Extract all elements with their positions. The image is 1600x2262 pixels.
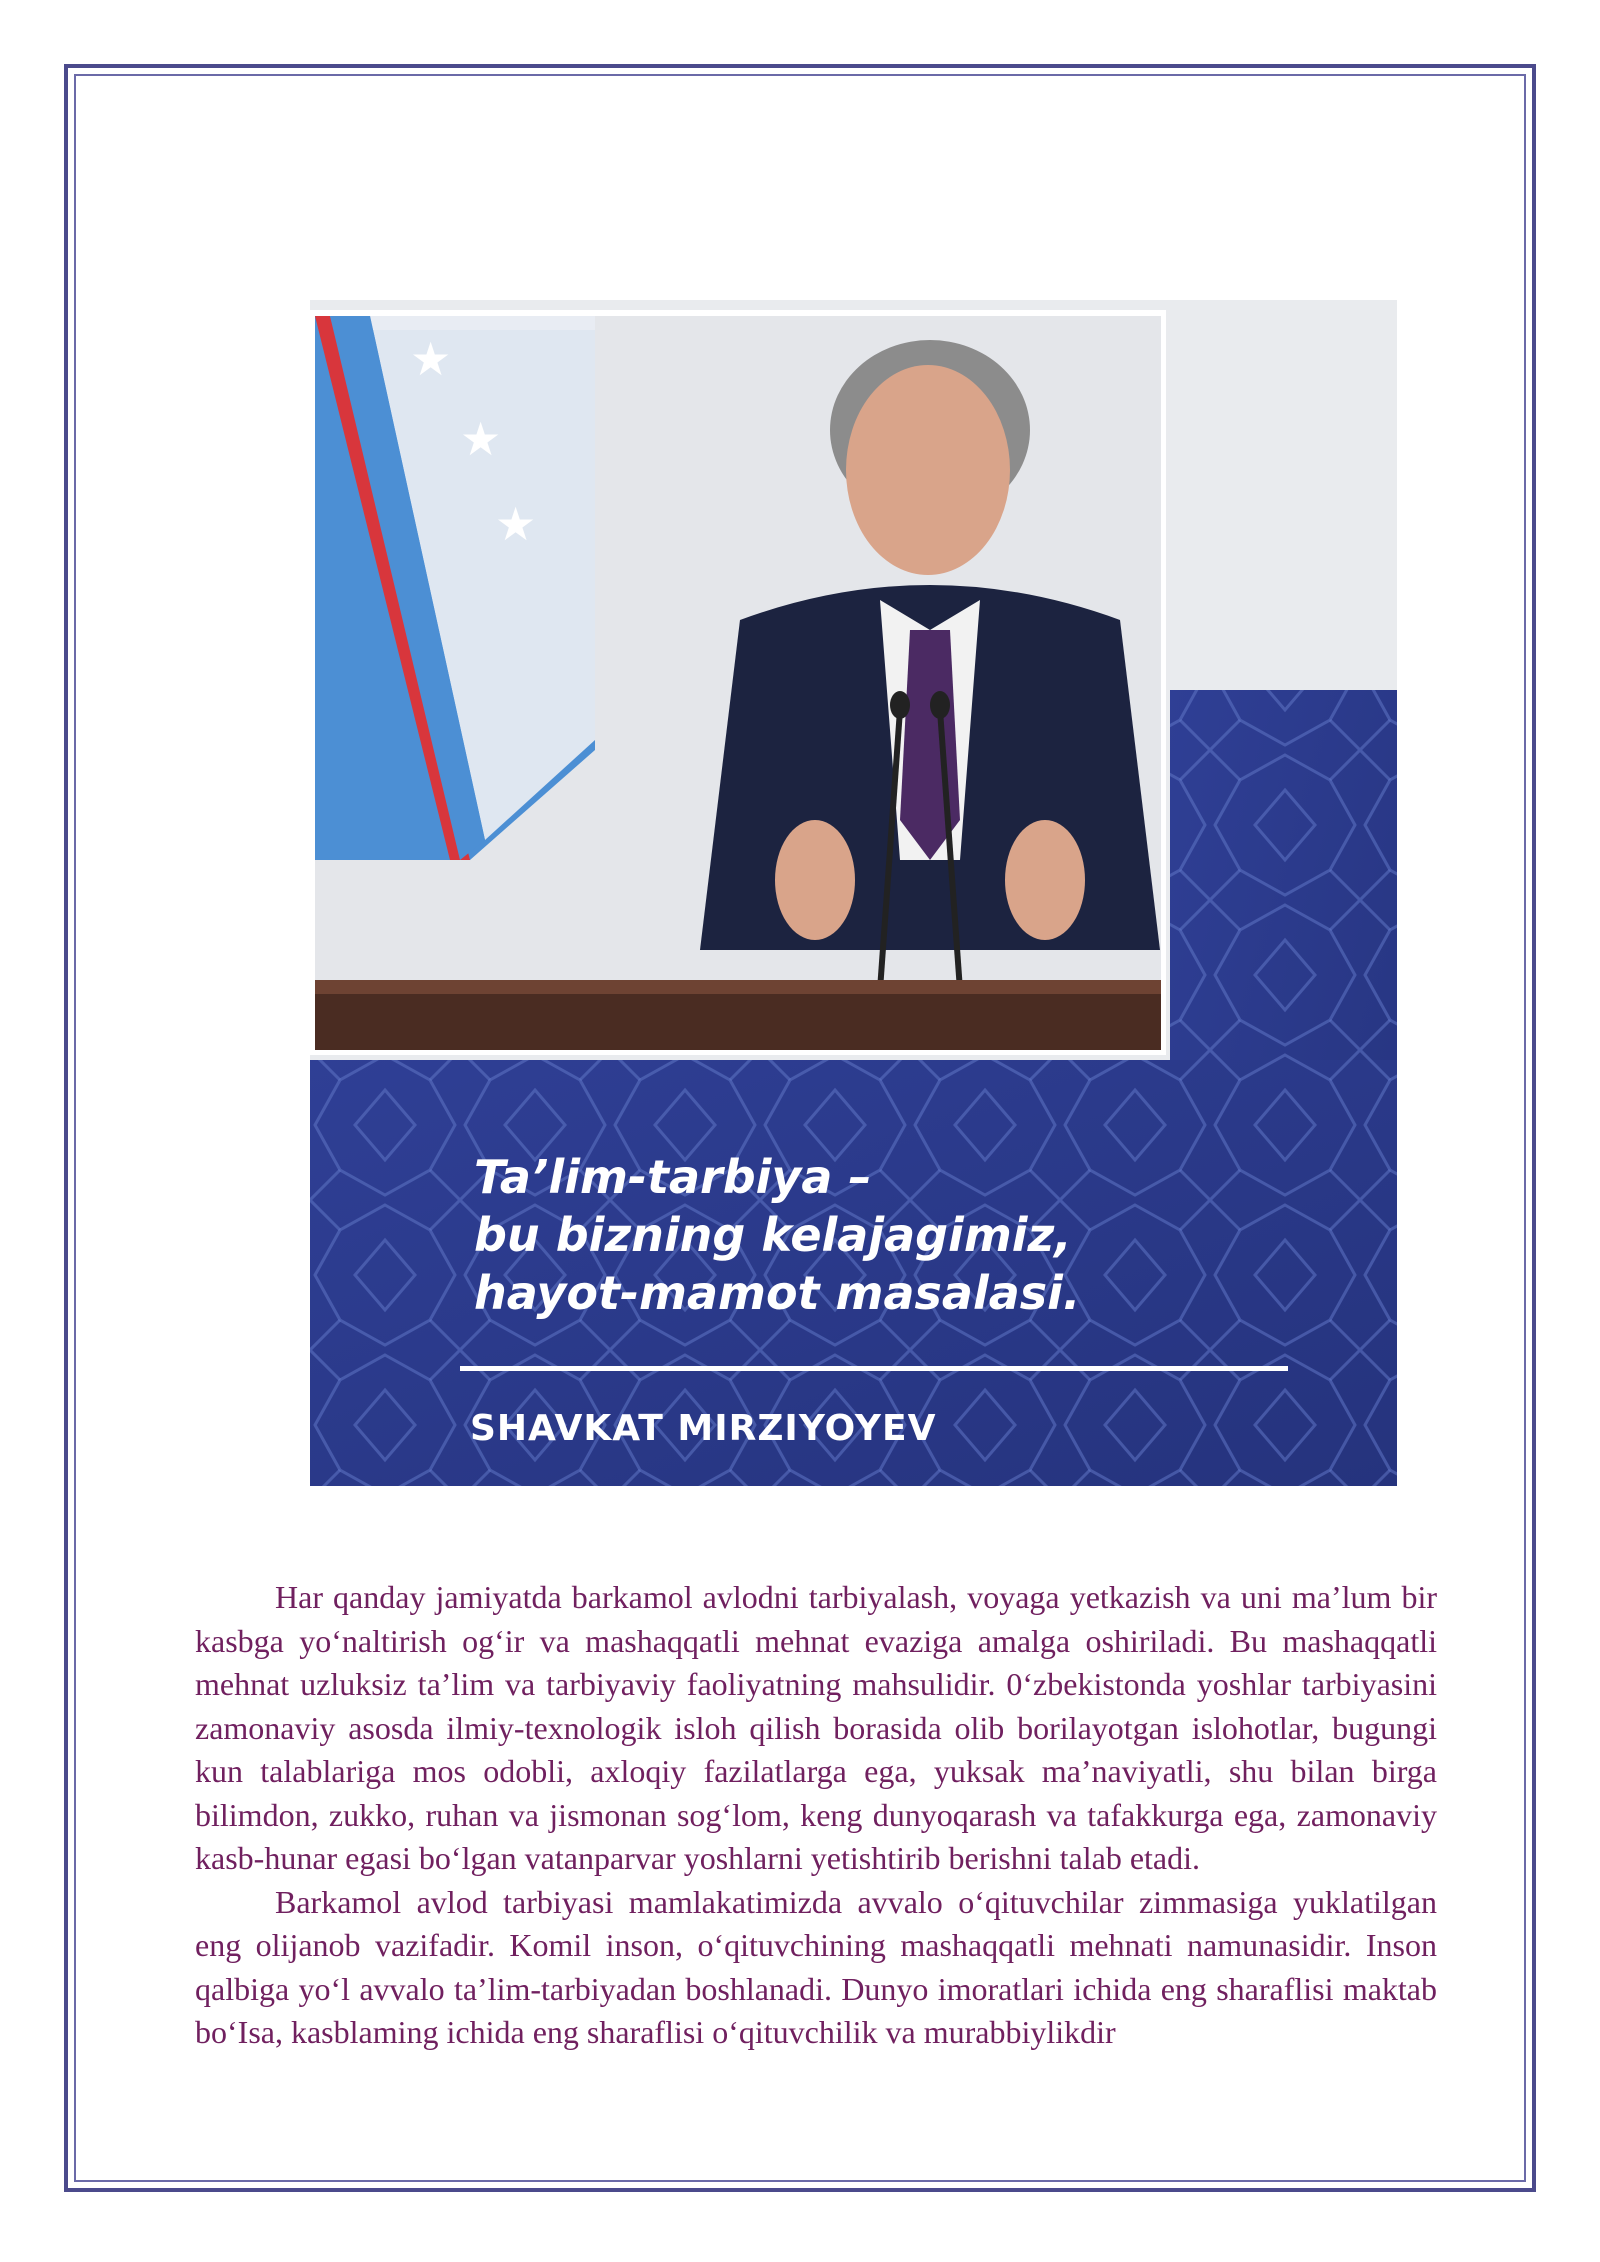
poster-quote bbox=[474, 1148, 1174, 1322]
svg-text:★: ★ bbox=[460, 412, 502, 466]
quote-author: SHAVKAT MIRZIYOYEV bbox=[470, 1408, 937, 1449]
quote-divider bbox=[460, 1366, 1288, 1371]
quote-line-2: bu bizning kelajagimiz, bbox=[474, 1208, 1072, 1262]
speaker-photo bbox=[315, 316, 1161, 1050]
paragraph-2: Barkamol avlod tarbiyasi mamlakatimizda avvalo o‘qituvchilar zimmasiga yuklatilgan eng olijanob vazifadir. Komil inson, o‘qituvchining mashaqqatli mehnati namunasidir. Inson qalbiga yo‘l avvalo ta’lim-tarbiyadan boshlanadi. Dunyo imoratlari ichida eng sharaflisi maktab bo‘Isa, kasblaming ichida eng sharaflisi o‘qituvchilik va murabbiylikdir bbox=[195, 1883, 1437, 2050]
svg-text:★: ★ bbox=[495, 497, 537, 551]
quote-poster bbox=[310, 300, 1397, 1486]
svg-text:★: ★ bbox=[410, 332, 452, 386]
paragraph-1: Har qanday jamiyatda barkamol avlodni tarbiyalash, voyaga yetkazish va uni ma’lum bir kasbga yo‘naltirish og‘ir va mashaqqatli mehnat evaziga amalga oshiriladi. Bu mashaqqatli mehnat uzluksiz ta’lim va tarbiyaviy faoliyatning mahsulidir. 0‘zbekistonda yoshlar tarbiyasini zamonaviy asosda ilmiy-texnologik isloh qilish borasida olib borilayotgan islohotlar, bugungi kun talablariga mos odobli, axloqiy fazilatlarga ega, yuksak ma’naviyatli, shu bilan birga bilimdon, zukko, ruhan va jismonan sog‘lom, keng dunyoqarash va tafakkurga ega, zamonaviy kasb-hunar egasi bo‘lgan vatanparvar yoshlarni yetishtirib berishni talab etadi. bbox=[195, 1579, 1437, 1876]
quote-line-1: Ta’lim-tarbiya – bbox=[474, 1150, 872, 1204]
quote-line-3: hayot-mamot masalasi. bbox=[474, 1266, 1081, 1320]
body-text bbox=[195, 1576, 1437, 2055]
